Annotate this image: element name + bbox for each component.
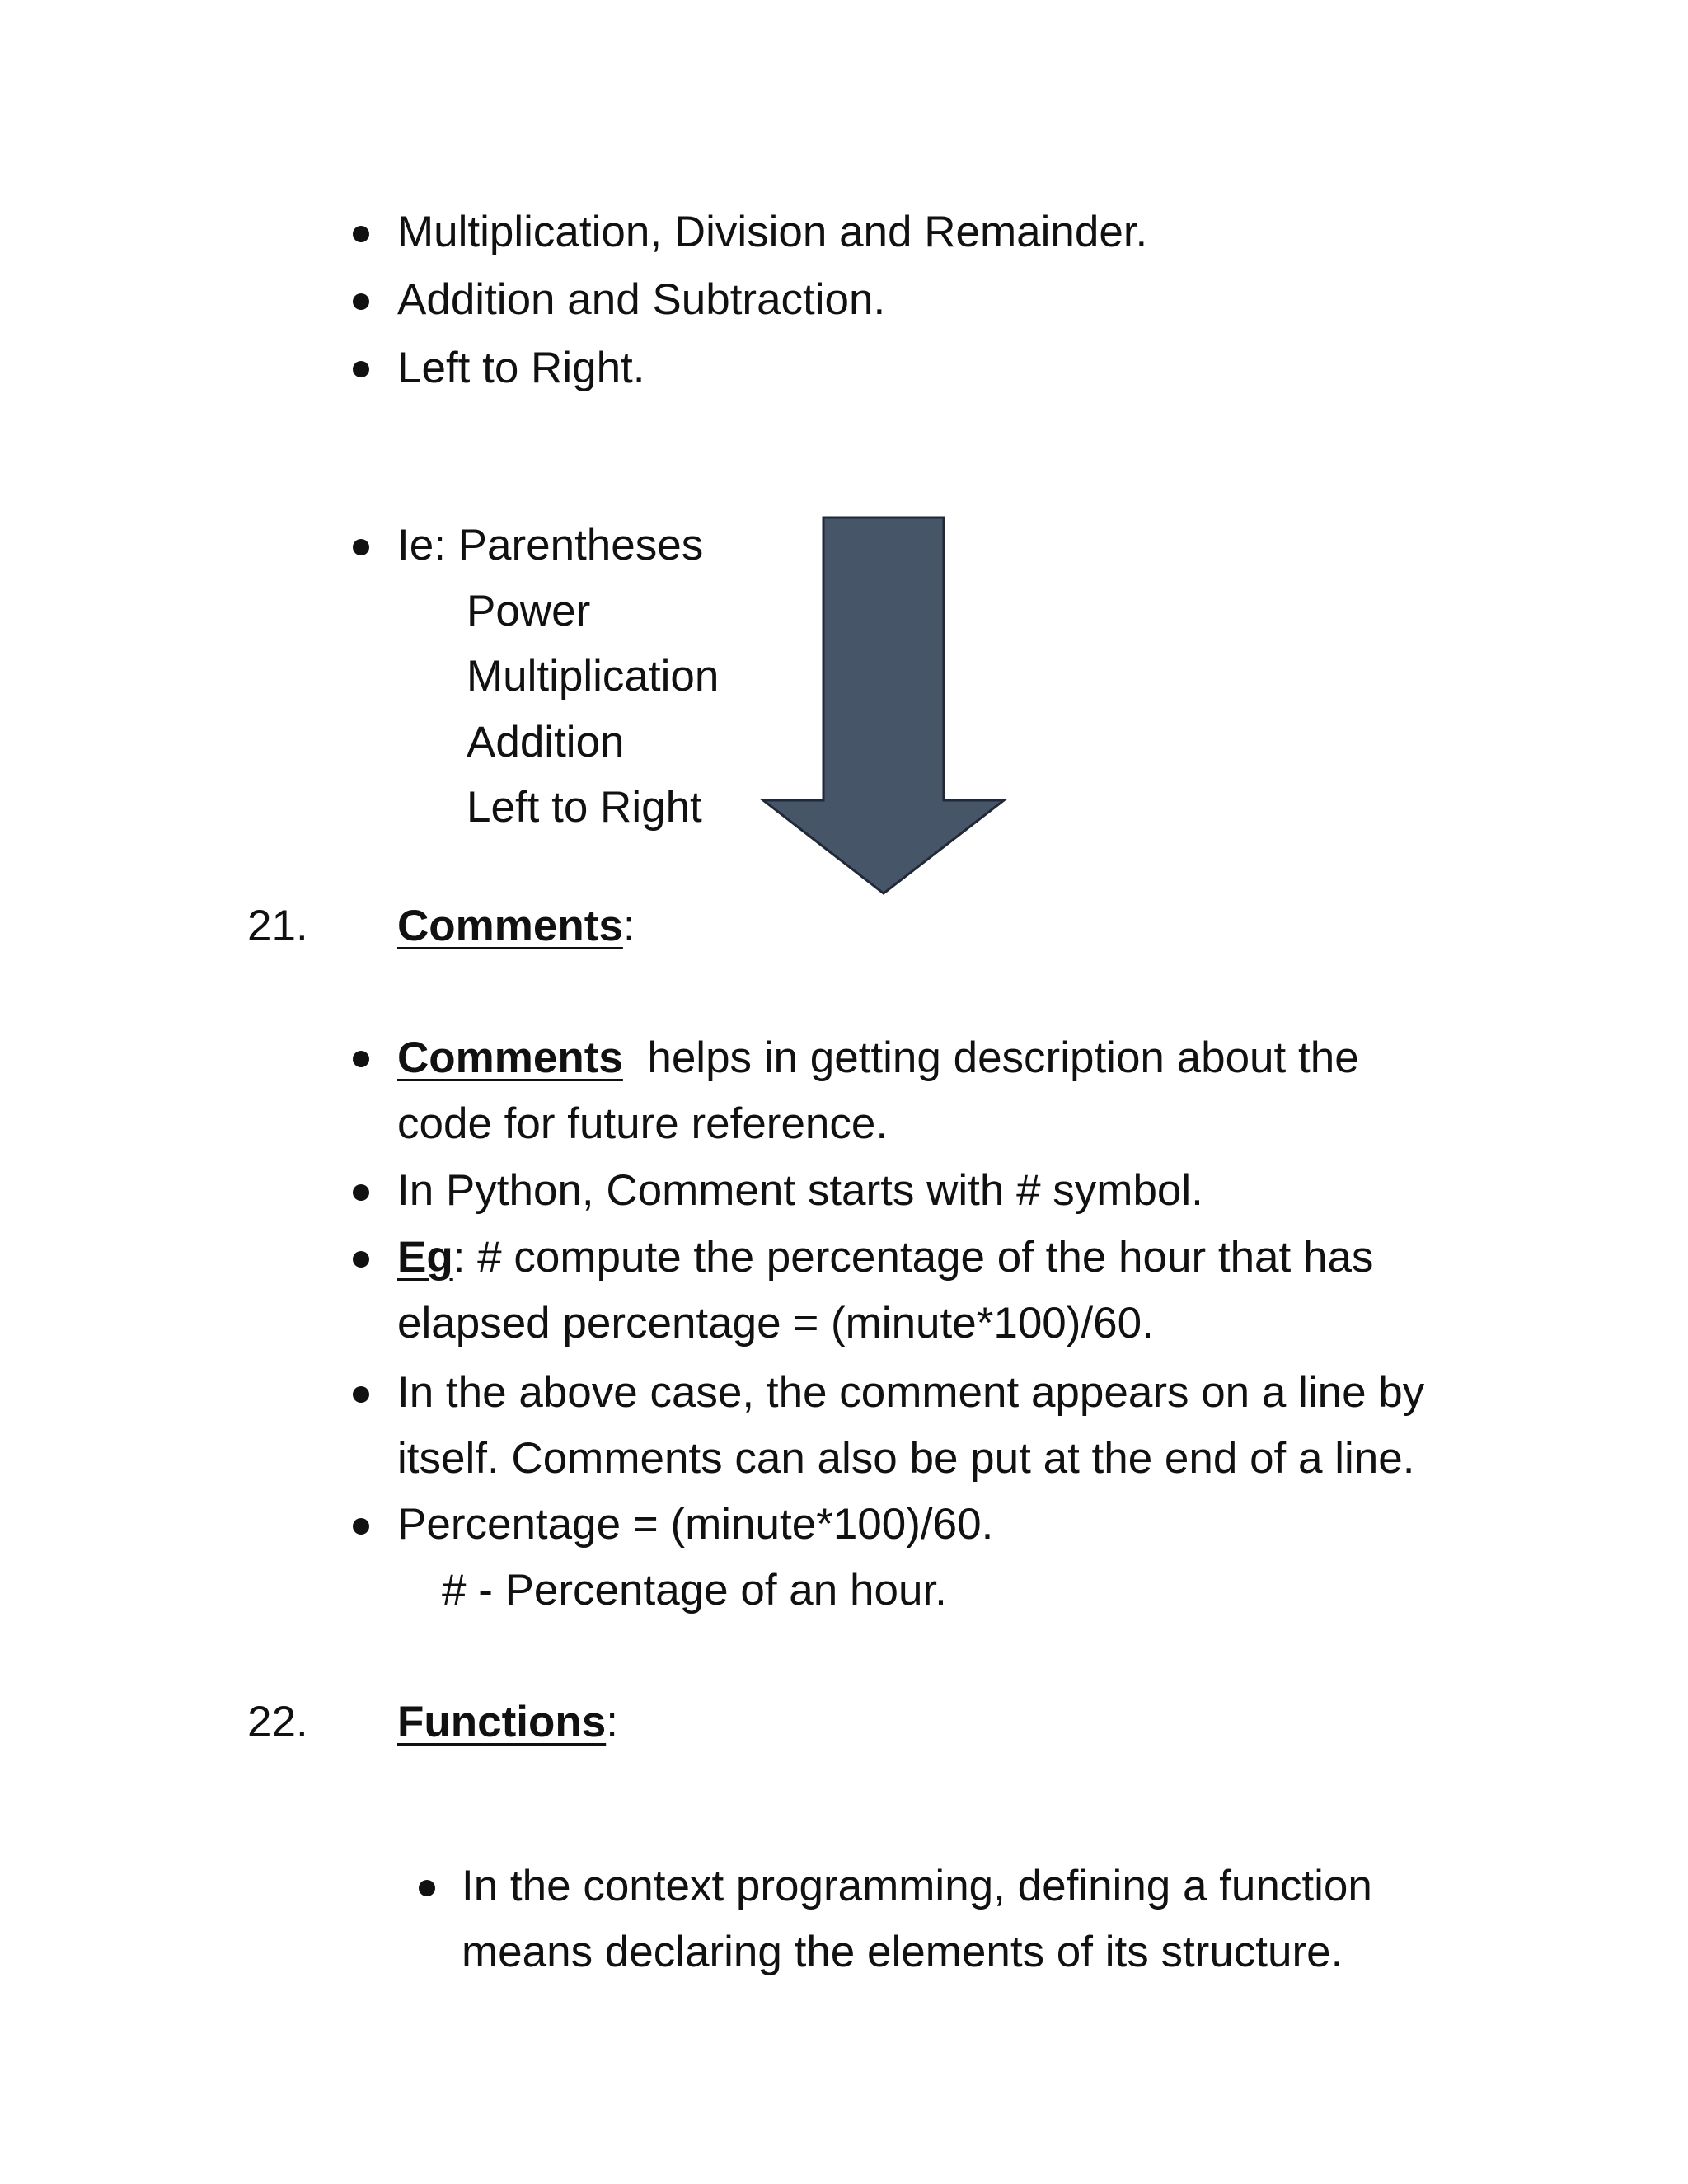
list-item: Addition and Subtraction. (397, 275, 886, 324)
list-item (397, 1231, 1373, 1284)
title-suffix: : (622, 902, 635, 950)
list-item-continuation: code for future reference. (397, 1099, 889, 1148)
bullet-icon (353, 361, 369, 377)
bullet-icon (353, 1051, 369, 1067)
title-suffix: : (606, 1698, 618, 1746)
list-item: Multiplication, Division and Remainder. (397, 208, 1148, 256)
bullet-icon (353, 293, 369, 310)
list-item: In the above case, the comment appears on a line by (397, 1368, 1425, 1417)
list-item-continuation: itself. Comments can also be put at the end of a line. (397, 1434, 1415, 1483)
section-number: 22. (247, 1698, 308, 1746)
list-item-continuation: means declaring the elements of its structure. (462, 1928, 1343, 1976)
list-item (397, 1032, 1359, 1085)
list-item: Percentage = (minute*100)/60. (397, 1500, 994, 1549)
eg-term: Eg (397, 1233, 453, 1282)
list-item-continuation: # - Percentage of an hour. (442, 1566, 947, 1615)
bullet-icon (353, 1518, 369, 1535)
precedence-item: Left to Right (467, 783, 702, 832)
list-item: Left to Right. (397, 344, 645, 392)
precedence-item: Power (467, 587, 591, 635)
bullet-icon (353, 1184, 369, 1201)
down-arrow-icon (758, 516, 1010, 897)
bullet-icon (353, 1386, 369, 1403)
comments-heading: Comments (397, 902, 623, 950)
bullet-icon (353, 539, 369, 555)
list-item-continuation: elapsed percentage = (minute*100)/60. (397, 1299, 1154, 1347)
list-item: In the context programming, defining a function (462, 1862, 1372, 1910)
section-number: 21. (247, 902, 308, 950)
functions-heading: Functions (397, 1698, 607, 1746)
bullet-icon (419, 1880, 435, 1896)
section-title (397, 900, 635, 953)
comments-term: Comments (397, 1033, 623, 1082)
bullet-icon (353, 226, 369, 242)
bullet-icon (353, 1251, 369, 1268)
list-item: In Python, Comment starts with # symbol. (397, 1166, 1203, 1215)
precedence-item: Multiplication (467, 652, 720, 701)
list-item-text: helps in getting description about the (647, 1033, 1359, 1082)
section-title (397, 1696, 618, 1749)
precedence-item: Addition (467, 718, 625, 766)
list-item-text: : # compute the percentage of the hour that has (452, 1233, 1374, 1282)
precedence-first: Ie: Parentheses (397, 521, 704, 569)
